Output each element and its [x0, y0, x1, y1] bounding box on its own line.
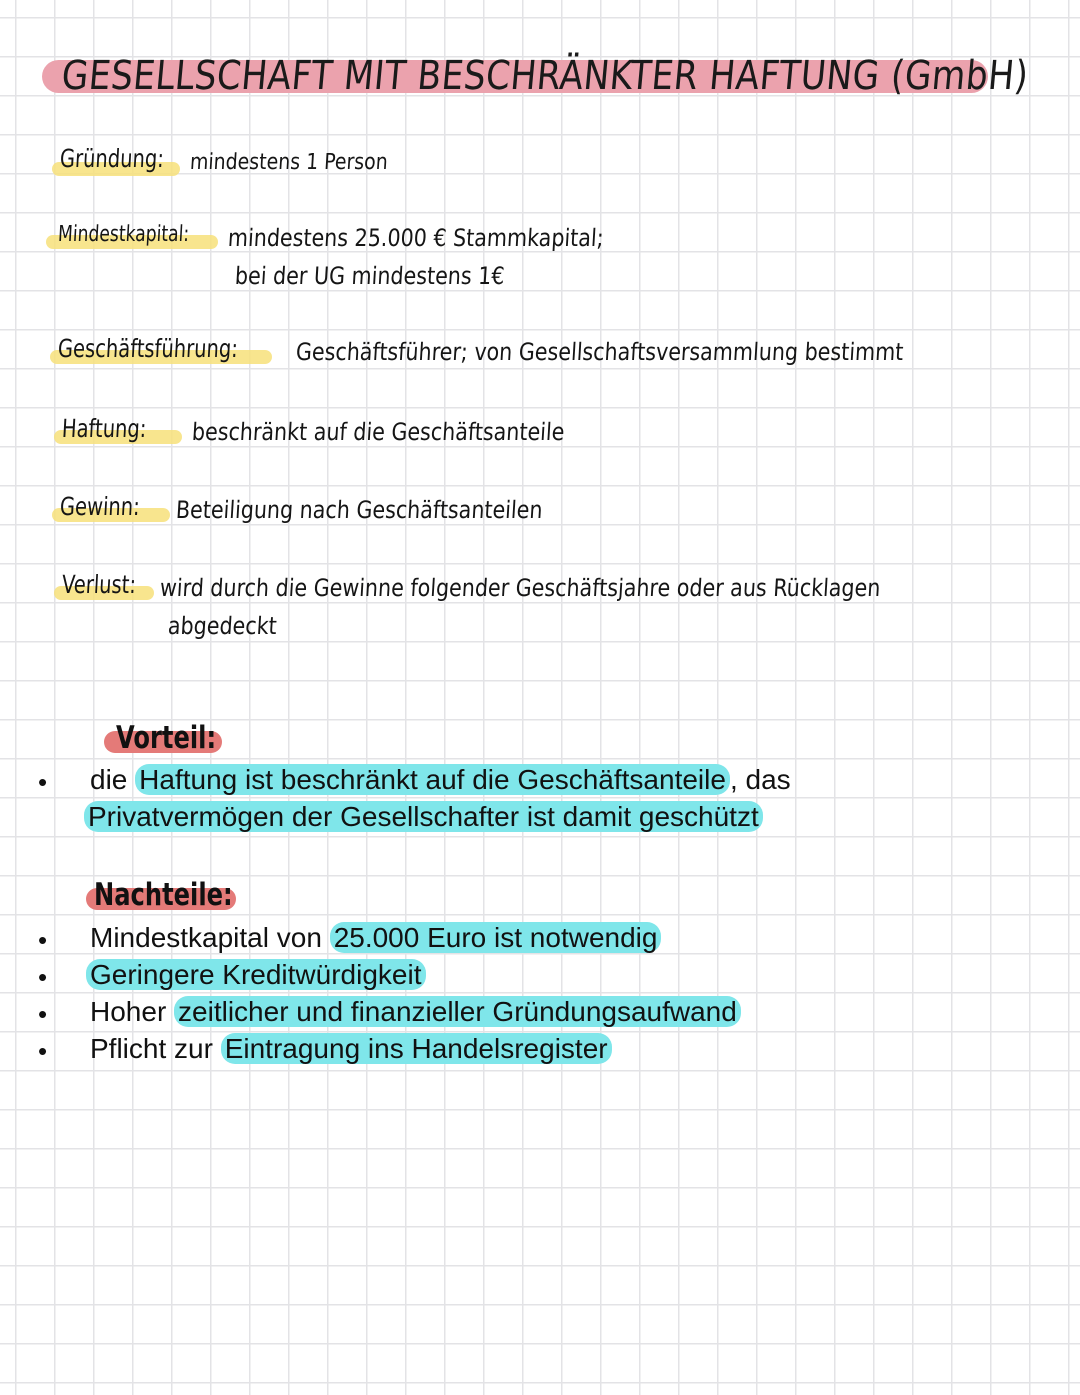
advantage-item-highlight: Haftung ist beschränkt auf die Geschäftsanteile: [135, 764, 730, 795]
bullet-icon: •: [38, 767, 48, 797]
fact-value-mindestkapital-line2: bei der UG mindestens 1€: [234, 262, 506, 290]
bullet-icon: •: [38, 925, 48, 955]
fact-label-gewinn: Gewinn:: [59, 492, 141, 521]
fact-label-geschaeftsfuehrung: Geschäftsführung:: [57, 334, 239, 363]
fact-value-verlust-line2: abgedeckt: [167, 612, 278, 640]
advantage-item-line2-highlight: Privatvermögen der Gesellschafter ist damit geschützt: [84, 801, 763, 832]
advantages-heading: Vorteil:: [116, 720, 217, 756]
disadvantage-item-highlight: zeitlicher und finanzieller Gründungsaufwand: [174, 996, 741, 1027]
bullet-icon: •: [38, 999, 48, 1029]
disadvantage-item-highlight: Eintragung ins Handelsregister: [221, 1033, 612, 1064]
advantage-item-prefix: die: [90, 764, 136, 795]
fact-value-verlust: wird durch die Gewinne folgender Geschäftsjahre oder aus Rücklagen: [159, 574, 882, 602]
fact-value-mindestkapital: mindestens 25.000 € Stammkapital;: [227, 224, 605, 252]
disadvantage-item-prefix: Hoher: [90, 996, 175, 1027]
fact-label-gruendung: Gründung:: [59, 144, 165, 173]
disadvantages-heading: Nachteile:: [94, 877, 233, 913]
fact-value-gruendung: mindestens 1 Person: [189, 150, 389, 175]
disadvantage-item: [86, 957, 426, 993]
bullet-icon: •: [38, 1036, 48, 1066]
bullet-icon: •: [38, 962, 48, 992]
disadvantage-item-highlight: Geringere Kreditwürdigkeit: [86, 959, 426, 990]
disadvantage-item: [90, 994, 741, 1030]
disadvantage-item-highlight: 25.000 Euro ist notwendig: [330, 922, 662, 953]
disadvantage-item-prefix: Pflicht zur: [90, 1033, 221, 1064]
fact-label-mindestkapital: Mindestkapital:: [57, 222, 190, 247]
fact-label-haftung: Haftung:: [61, 414, 148, 443]
fact-label-verlust: Verlust:: [61, 570, 137, 599]
advantage-item: [90, 762, 791, 798]
disadvantage-item: [90, 1031, 612, 1067]
fact-value-gewinn: Beteiligung nach Geschäftsanteilen: [175, 496, 544, 524]
advantage-item-line2: [84, 799, 763, 835]
disadvantage-item: [90, 920, 661, 956]
fact-value-geschaeftsfuehrung: Geschäftsführer; von Gesellschaftsversammlung bestimmt: [295, 338, 905, 366]
page-title: GESELLSCHAFT MIT BESCHRÄNKTER HAFTUNG (GmbH): [59, 53, 1031, 99]
fact-value-haftung: beschränkt auf die Geschäftsanteile: [191, 418, 566, 446]
advantage-item-suffix: , das: [729, 764, 791, 795]
disadvantage-item-prefix: Mindestkapital von: [90, 922, 330, 953]
